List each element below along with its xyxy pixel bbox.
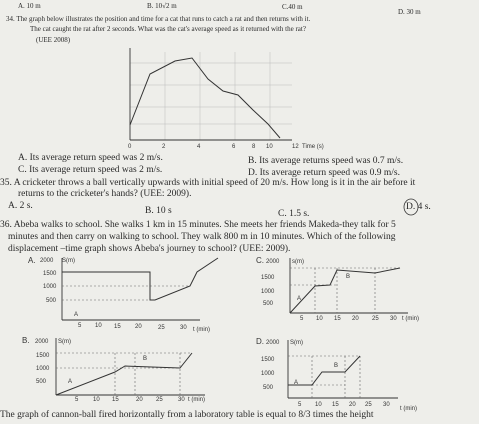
graph-c-tag-b: B bbox=[346, 274, 351, 280]
q34-tick-12: 12 bbox=[292, 144, 299, 150]
graph-c-y-1500: 1500 bbox=[261, 275, 275, 281]
q34-option-b: B. Its average returns speed was 0.7 m/s. bbox=[248, 156, 404, 166]
graph-a-x-20: 20 bbox=[135, 324, 142, 330]
graph-b-y-2000: 2000 bbox=[35, 339, 49, 345]
graph-a-y-1500: 1500 bbox=[43, 271, 57, 277]
graph-a-y-500: 500 bbox=[46, 298, 57, 304]
q36-line-3: displacement –time graph shows Abeba's journey to school? (UEE: 2009). bbox=[8, 244, 291, 254]
graph-a-option-label: A. bbox=[28, 256, 36, 265]
q34-tick-4: 4 bbox=[197, 144, 201, 150]
graph-a-x-5: 5 bbox=[78, 323, 82, 329]
graph-b-tag-b: B bbox=[143, 356, 148, 362]
q34-tick-6: 6 bbox=[232, 144, 236, 150]
graph-a-x-unit: t (min) bbox=[193, 327, 210, 333]
graph-b-y-label: S(m) bbox=[58, 339, 71, 345]
graph-a-tag: A bbox=[74, 312, 79, 318]
graph-c-option-label: C. bbox=[256, 256, 264, 265]
q35-line-2: returns to the cricketer's hands? (UEE: 2009). bbox=[18, 189, 192, 199]
graph-b-x-25: 25 bbox=[156, 397, 163, 403]
graph-b-x-5: 5 bbox=[75, 397, 79, 403]
graph-c-x-20: 20 bbox=[352, 316, 359, 322]
bottom-line-1: The graph of cannon-ball fired horizontally from a laboratory table is equal to 8/3 times the height bbox=[0, 410, 374, 420]
graph-a-x-30: 30 bbox=[180, 325, 187, 331]
graph-b-y-1500: 1500 bbox=[36, 353, 50, 359]
graph-b-x-10: 10 bbox=[93, 397, 100, 403]
graph-d-y-2000: 2000 bbox=[266, 340, 280, 346]
graph-c-y-label: s(m) bbox=[292, 259, 304, 265]
q34-tick-2: 2 bbox=[162, 144, 166, 150]
graph-d-x-unit: t (min) bbox=[400, 406, 417, 412]
graph-b-y-1000: 1000 bbox=[36, 366, 50, 372]
graph-a-y-2000: 2000 bbox=[40, 258, 54, 264]
graph-b-x-30: 30 bbox=[178, 397, 185, 403]
graph-d-y-500: 500 bbox=[263, 385, 274, 391]
q35-option-d: D. 4 s. bbox=[406, 202, 431, 212]
graph-d-x-25: 25 bbox=[365, 402, 372, 408]
graph-d-line bbox=[288, 356, 360, 385]
graph-a-x-10: 10 bbox=[95, 323, 102, 329]
q33-option-a: A. 10 m bbox=[18, 2, 41, 10]
q34-axis-label: Time (s) bbox=[302, 144, 324, 150]
graph-b-x-unit: t (min) bbox=[188, 397, 205, 403]
graph-b-option-label: B. bbox=[22, 336, 30, 345]
q34-tick-10: 10 bbox=[266, 144, 273, 150]
graph-d-y-label: S(m) bbox=[290, 340, 303, 346]
graph-d-x-30: 30 bbox=[383, 402, 390, 408]
graph-c-y-1000: 1000 bbox=[261, 289, 275, 295]
graph-c-x-25: 25 bbox=[372, 316, 379, 322]
graph-d-x-5: 5 bbox=[298, 402, 302, 408]
graph-c-x-15: 15 bbox=[334, 316, 341, 322]
graph-a-y-1000: 1000 bbox=[43, 284, 57, 290]
graph-c-x-unit: t (min) bbox=[402, 316, 419, 322]
graph-d-y-1500: 1500 bbox=[261, 357, 275, 363]
graph-b-x-15: 15 bbox=[112, 397, 119, 403]
graph-c-x-30: 30 bbox=[390, 316, 397, 322]
graph-c-x-5: 5 bbox=[300, 316, 304, 322]
graph-d-x-15: 15 bbox=[332, 402, 339, 408]
q34-line-3: (UEE 2008) bbox=[36, 36, 71, 44]
q35-option-a: A. 2 s. bbox=[8, 201, 33, 211]
q34-line-2: The cat caught the rat after 2 seconds. What was the cat's average speed as it returned with the rat? bbox=[30, 25, 306, 33]
graph-d-x-10: 10 bbox=[315, 402, 322, 408]
q35-option-b: B. 10 s bbox=[145, 206, 172, 216]
graph-c-y-2000: 2000 bbox=[266, 259, 280, 265]
graph-a-y-label: S(m) bbox=[62, 258, 75, 264]
q34-option-d: D. Its average return speed was 0.9 m/s. bbox=[248, 168, 400, 178]
graph-d-y-1000: 1000 bbox=[261, 371, 275, 377]
graph-b-tag-a: A bbox=[68, 379, 73, 385]
q35-line-1: 35. A cricketer throws a ball vertically upwards with initial speed of 20 m/s. How long is it in the air before it bbox=[0, 178, 416, 188]
graph-c-y-500: 500 bbox=[263, 301, 274, 307]
q36-line-1: 36. Abeba walks to school. She walks 1 km in 15 minutes. She meets her friends Makeda-they talk for 5 bbox=[0, 220, 396, 230]
graph-b-y-500: 500 bbox=[36, 379, 47, 385]
q34-tick-0: 0 bbox=[128, 144, 132, 150]
q33-option-c: C.40 m bbox=[282, 3, 303, 11]
graph-b-x-20: 20 bbox=[136, 397, 143, 403]
graph-c-tag-a: A bbox=[297, 296, 302, 302]
q33-option-b: B. 10√2 m bbox=[147, 2, 177, 10]
q34-option-a: A. Its average return speed was 2 m/s. bbox=[18, 153, 163, 163]
q34-line-1: 34. The graph below illustrates the position and time for a cat that runs to catch a rat and then returns with it. bbox=[6, 15, 311, 23]
graph-d-tag-a: A bbox=[294, 380, 299, 386]
graph-d-option-label: D. bbox=[256, 337, 264, 346]
q34-tick-8: 8 bbox=[252, 144, 256, 150]
q36-line-2: minutes and then carry on walking to school. They walk 800 m in 10 minutes. Which of the following bbox=[8, 232, 396, 242]
q34-option-c: C. Its average return speed was 2 m/s. bbox=[18, 165, 163, 175]
q33-option-d: D. 30 m bbox=[398, 8, 421, 16]
graph-a-x-25: 25 bbox=[158, 325, 165, 331]
graph-c-x-10: 10 bbox=[316, 316, 323, 322]
graph-d-tag-b: B bbox=[334, 363, 339, 369]
graph-a-x-15: 15 bbox=[114, 324, 121, 330]
q35-option-c: C. 1.5 s. bbox=[278, 209, 310, 219]
graph-d-x-20: 20 bbox=[349, 402, 356, 408]
